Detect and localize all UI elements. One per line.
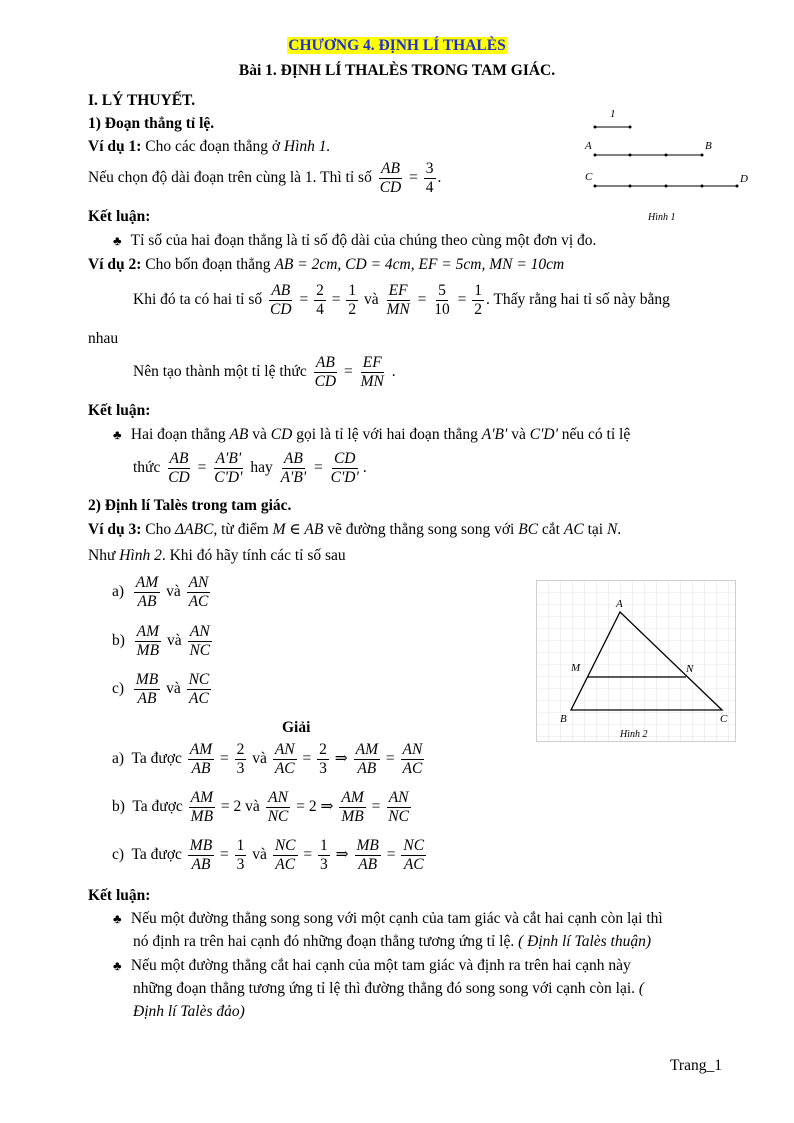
svg-text:B: B (560, 713, 567, 725)
svg-text:M: M (571, 662, 581, 674)
thales-converse-line1: ♣ Nếu một đường thẳng cắt hai cạnh của một tam giác và định ra trên hai cạnh này (113, 957, 631, 974)
conclusion-1: ♣ Tỉ số của hai đoạn thẳng là tỉ số độ dài của chúng theo cùng một đơn vị đo. (113, 232, 597, 249)
club-bullet-icon: ♣ (113, 427, 122, 442)
lesson-title: Bài 1. ĐỊNH LÍ THALÈS TRONG TAM GIÁC. (238, 62, 556, 79)
example-1-ratio-line: Nếu chọn độ dài đoạn trên cùng là 1. Thì tỉ số $\frac{AB}{CD}$ = $\frac{3}{4}$ . (88, 160, 442, 196)
subsection-2-title: 2) Định lí Talès trong tam giác. (88, 497, 292, 514)
example-3-line2: Như Hình 2. Khi đó hãy tính các tỉ số sau (88, 547, 346, 564)
thales-direct-line1: ♣ Nếu một đường thẳng song song với một cạnh của tam giác và cắt hai cạnh còn lại thì (113, 910, 663, 927)
club-bullet-icon: ♣ (113, 233, 122, 248)
question-c: c) $\frac{MB}{AB}$ và $\frac{NC}{AC}$ (112, 671, 210, 707)
conclusion-2-line2: thức $\frac{AB}{CD}$ = $\frac{A'B'}{C'D'}$ hay $\frac{AB}{A'B'}$ = $\frac{CD}{C'D'}$ . (133, 450, 367, 486)
conclusion-label-2: Kết luận: (88, 402, 151, 419)
conclusion-2-line1: ♣ Hai đoạn thẳng AB và CD gọi là tỉ lệ với hai đoạn thẳng A'B' và C'D' nếu có tỉ lệ (113, 426, 631, 443)
svg-text:C: C (585, 171, 593, 183)
fig2-caption: Hình 2 (620, 729, 648, 740)
svg-text:A: A (585, 140, 592, 152)
figure-2-triangle (536, 580, 736, 742)
question-a: a) $\frac{AM}{AB}$ và $\frac{AN}{AC}$ (112, 574, 209, 610)
example-2-continuation: nhau (88, 330, 119, 347)
solution-b: b) Ta được $\frac{AM}{MB}$ = 2 và $\frac{AN}{NC}$ = 2 ⇒ $\frac{AM}{MB}$ = $\frac{AN}{NC}$ (112, 789, 409, 825)
subsection-1-title: 1) Đoạn thẳng tỉ lệ. (88, 115, 215, 132)
solution-a: a) Ta được $\frac{AM}{AB}$ = $\frac{2}{3}$ và $\frac{AN}{AC}$ = $\frac{2}{3}$ ⇒ $\frac{AM}{AB}$ = $\frac{AN}{AC}$ (112, 741, 423, 777)
svg-text:B: B (705, 140, 712, 152)
example-2-proportion: Nên tạo thành một tỉ lệ thức $\frac{AB}{CD}$ = $\frac{EF}{MN}$ . (133, 354, 396, 390)
club-bullet-icon: ♣ (113, 958, 122, 973)
solution-heading: Giải (282, 719, 311, 736)
thales-converse-line2: những đoạn thẳng tương ứng tỉ lệ thì đường thẳng đó song song với cạnh còn lại. ( (133, 980, 645, 997)
chapter-title: CHƯƠNG 4. ĐỊNH LÍ THALÈS (288, 37, 506, 54)
thales-converse-line3: Định lí Talès đảo) (133, 1003, 245, 1020)
figure-1-segments (580, 100, 760, 230)
example-2-ratios: Khi đó ta có hai tỉ số $\frac{AB}{CD}$ = $\frac{2}{4}$ = $\frac{1}{2}$ và $\frac{EF}{MN}$ = $\frac{5}{10}$ = $\frac{1}{2}$ . Thấy rằng hai tỉ số này bằng (133, 282, 670, 318)
fig1-caption: Hình 1 (648, 212, 676, 223)
conclusion-label-1: Kết luận: (88, 208, 151, 225)
svg-text:A: A (616, 598, 623, 610)
section-title: I. LÝ THUYẾT. (88, 92, 196, 109)
fig1-unit-label: 1 (610, 108, 616, 120)
club-bullet-icon: ♣ (113, 911, 122, 926)
page-number: Trang_1 (670, 1057, 722, 1074)
svg-text:C: C (720, 713, 728, 725)
example-1-line: Ví dụ 1: Cho các đoạn thẳng ở Hình 1. (88, 138, 331, 155)
svg-text:D: D (740, 173, 748, 185)
thales-direct-line2: nó định ra trên hai cạnh đó những đoạn thẳng tương ứng tỉ lệ. ( Định lí Talès thuận) (133, 933, 652, 950)
question-b: b) $\frac{AM}{MB}$ và $\frac{AN}{NC}$ (112, 623, 211, 659)
example-2-line: Ví dụ 2: Cho bốn đoạn thẳng AB = 2cm, CD = 4cm, EF = 5cm, MN = 10cm (88, 256, 565, 273)
solution-c: c) Ta được $\frac{MB}{AB}$ = $\frac{1}{3}$ và $\frac{NC}{AC}$ = $\frac{1}{3}$ ⇒ $\frac{MB}{AB}$ = $\frac{NC}{AC}$ (112, 837, 425, 873)
example-3-line: Ví dụ 3: Cho ΔABC, từ điểm M ∈ AB vẽ đường thẳng song song với BC cắt AC tại N. (88, 521, 622, 538)
conclusion-label-3: Kết luận: (88, 887, 151, 904)
svg-text:N: N (686, 663, 694, 675)
